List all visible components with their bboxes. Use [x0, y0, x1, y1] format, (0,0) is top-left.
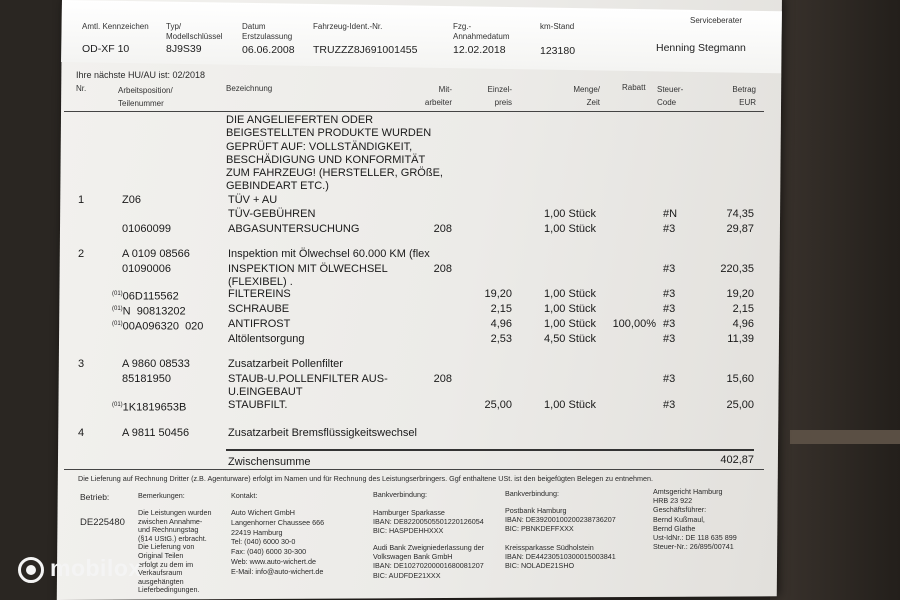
- cell-bez: INSPEKTION MIT ÖLWECHSEL (FLEXIBEL) .: [228, 263, 388, 288]
- cell-einzel: 19,20: [484, 288, 512, 300]
- cell-pos: [112, 399, 212, 414]
- cell-steuer: #3: [663, 399, 676, 411]
- background-dark-right: [770, 0, 900, 600]
- bemerkungen-text: Die Leistungen wurden zwischen Annahme- und Rechnungstag (§14 UStG.) erbracht. Die Lieferung von Original Teilen erfolgt zu dem im Verkaufsraum ausgehängten Lieferbedingungen.: [138, 508, 212, 595]
- bank2-label: Bankverbindung:: [505, 489, 559, 498]
- background-ledge: [790, 430, 900, 444]
- next-hu: Ihre nächste HU/AU ist: 02/2018: [76, 70, 206, 80]
- col-rabatt: Rabatt: [622, 83, 646, 92]
- value-km: 123180: [540, 45, 576, 57]
- intro-text: DIE ANGELIEFERTEN ODER BEIGESTELLTEN PRODUKTE WURDEN GEPRÜFT AUF: VOLLSTÄNDIGKEIT, BESCHÄDIGUNG UND KONFORMITÄT ZUM FAHRZEUG! (HERSTELLER, GRÖßE, GEBINDEART ETC.): [226, 114, 443, 193]
- cell-einzel: 2,15: [490, 303, 512, 315]
- value-fin: TRUZZZ8J691001455: [313, 44, 418, 56]
- cell-pos: A 9860 08533: [122, 358, 190, 370]
- cell-betrag: 15,60: [726, 373, 754, 385]
- cell-steuer: #3: [663, 288, 676, 300]
- betrieb-label: Betrieb:: [80, 492, 110, 502]
- cell-menge: 1,00 Stück: [544, 223, 596, 235]
- kontakt-text: Auto Wichert GmbH Langenhorner Chaussee 666 22419 Hamburg Tel: (040) 6000 30-0 Fax: (040) 6000 30-300 Web: www.auto-wichert.de E-Mail: info@auto-wichert.de: [231, 508, 325, 576]
- part-number: 1K1819653B: [122, 401, 187, 414]
- cell-nr: 3: [78, 358, 85, 370]
- cell-pos: 85181950: [122, 373, 171, 385]
- cell-bez: SCHRAUBE: [228, 303, 290, 315]
- cell-mit: 208: [433, 373, 452, 385]
- label-kennzeichen: Amtl. Kennzeichen: [82, 22, 149, 31]
- cell-betrag: 2,15: [732, 303, 754, 315]
- cell-pos: 01090006: [122, 263, 171, 275]
- bank2-text: Postbank Hamburg IBAN: DE39200100200238736207 BIC: PBNKDEFFXXX: [505, 506, 616, 534]
- label-berater: Serviceberater: [690, 16, 743, 25]
- footer-divider: [64, 469, 764, 470]
- value-annahme: 12.02.2018: [453, 44, 506, 56]
- cell-einzel: 25,00: [484, 399, 512, 411]
- col-menge: Menge/ Zeit: [573, 85, 600, 107]
- footer-note: Die Lieferung auf Rechnung Dritter (z.B. Agenturware) erfolgt im Namen und für Rechnung des Leistungserbringers. Ggf enthaltene USt. ist den beigefügten Belegen zu entnehmen.: [78, 474, 653, 483]
- cell-steuer: #3: [663, 333, 676, 345]
- cell-nr: 2: [78, 248, 85, 260]
- cell-bez: Zusatzarbeit Bremsflüssigkeitswechsel: [228, 427, 417, 439]
- cell-betrag: 220,35: [720, 263, 754, 275]
- cell-einzel: 2,53: [490, 333, 512, 345]
- col-einzel: Einzel- preis: [487, 85, 512, 107]
- label-annahme: Fzg.- Annahmedatum: [453, 22, 510, 41]
- cell-mit: 208: [433, 263, 452, 275]
- cell-steuer: #3: [663, 318, 676, 330]
- cell-einzel: 4,96: [490, 318, 512, 330]
- cell-bez: TÜV-GEBÜHREN: [228, 208, 316, 220]
- cell-mit: 208: [433, 223, 452, 235]
- cell-nr: 4: [78, 427, 85, 439]
- cell-bez: STAUB-U.POLLENFILTER AUS- U.EINGEBAUT: [228, 373, 388, 398]
- value-kennzeichen: OD-XF 10: [82, 43, 130, 55]
- part-origin-marker: (01): [112, 291, 123, 297]
- subtotal-value: 402,87: [720, 454, 754, 466]
- bank1-text: Hamburger Sparkasse IBAN: DE82200505501220126054 BIC: HASPDEHHXXX: [373, 508, 484, 536]
- value-typ: 8J9S39: [166, 43, 202, 55]
- col-bez: Bezeichnung: [226, 84, 273, 93]
- part-number: 06D115562: [122, 290, 179, 303]
- cell-bez: TÜV + AU: [228, 194, 278, 206]
- cell-pos: A 9811 50456: [122, 427, 190, 439]
- cell-bez: FILTEREINS: [228, 288, 291, 300]
- cell-bez: Zusatzarbeit Pollenfilter: [228, 358, 343, 370]
- value-datum: 06.06.2008: [242, 44, 295, 56]
- label-fin: Fahrzeug-Ident.-Nr.: [313, 22, 383, 31]
- cell-pos: [112, 318, 212, 333]
- header-divider: [64, 111, 764, 112]
- cell-bez: ABGASUNTERSUCHUNG: [228, 223, 360, 235]
- cell-betrag: 19,20: [726, 288, 754, 300]
- label-typ: Typ/ Modellschlüssel: [166, 22, 223, 41]
- betrieb-id: DE225480: [80, 517, 125, 528]
- cell-pos: [112, 303, 212, 318]
- cell-betrag: 29,87: [726, 223, 754, 235]
- bemerkungen-label: Bemerkungen:: [138, 491, 185, 500]
- bank4-text: Kreissparkasse Südholstein IBAN: DE44230510300015003841 BIC: NOLADE21SHO: [505, 543, 616, 571]
- label-km: km-Stand: [540, 22, 575, 31]
- mobilox-logo-icon: [18, 557, 44, 583]
- cell-pos: Z06: [122, 194, 141, 206]
- cell-pos: [112, 288, 212, 303]
- value-berater: Henning Stegmann: [656, 42, 746, 54]
- cell-nr: 1: [78, 194, 85, 206]
- cell-pos: 01060099: [122, 223, 171, 235]
- cell-steuer: #3: [663, 263, 676, 275]
- cell-menge: 1,00 Stück: [544, 318, 596, 330]
- cell-steuer: #3: [663, 223, 676, 235]
- col-steuer: Steuer- Code: [657, 85, 684, 107]
- part-number: N 90813202: [122, 305, 186, 318]
- part-origin-marker: (01): [112, 321, 123, 327]
- cell-menge: 1,00 Stück: [544, 399, 596, 411]
- cell-bez: ANTIFROST: [228, 318, 291, 330]
- cell-rabatt: 100,00%: [612, 318, 656, 330]
- cell-steuer: #3: [663, 303, 676, 315]
- cell-steuer: #N: [663, 208, 678, 220]
- cell-betrag: 74,35: [726, 208, 754, 220]
- col-betrag: Betrag EUR: [732, 85, 756, 107]
- cell-bez: Altölentsorgung: [228, 333, 305, 345]
- cell-menge: 4,50 Stück: [544, 333, 596, 345]
- cell-menge: 1,00 Stück: [544, 303, 596, 315]
- cell-pos: A 0109 08566: [122, 248, 190, 260]
- part-origin-marker: (01): [112, 306, 123, 312]
- cell-menge: 1,00 Stück: [544, 208, 596, 220]
- cell-betrag: 25,00: [726, 399, 754, 411]
- part-number: 00A096320 020: [122, 320, 204, 333]
- label-datum: Datum Erstzulassung: [242, 22, 293, 41]
- bank1-label: Bankverbindung:: [373, 490, 427, 499]
- col-mit: Mit- arbeiter: [424, 85, 452, 107]
- cell-steuer: #3: [663, 373, 676, 385]
- col-nr: Nr.: [76, 84, 87, 93]
- col-pos: Arbeitsposition/ Teilenummer: [118, 86, 173, 108]
- kontakt-label: Kontakt:: [231, 491, 258, 500]
- watermark-text: mobilox: [50, 555, 142, 581]
- cell-bez: Inspektion mit Ölwechsel 60.000 KM (flex: [228, 248, 430, 260]
- cell-betrag: 11,39: [727, 333, 754, 345]
- cell-betrag: 4,96: [732, 318, 754, 330]
- cell-menge: 1,00 Stück: [544, 288, 596, 300]
- subtotal-divider: [226, 449, 754, 451]
- bank3-text: Audi Bank Zweigniederlassung der Volkswagen Bank GmbH IBAN: DE10270200001680081207 BIC: AUDFDE21XXX: [373, 543, 485, 580]
- subtotal-label: Zwischensumme: [228, 456, 311, 468]
- part-origin-marker: (01): [112, 402, 123, 408]
- amtsgericht-text: Amtsgericht Hamburg HRB 23 922 Geschäftsführer: Bernd Kußmaul, Bernd Glathe Ust-IdNr.: DE 118 635 899 Steuer-Nr.: 26/895/00741: [653, 487, 737, 552]
- cell-bez: STAUBFILT.: [228, 399, 288, 411]
